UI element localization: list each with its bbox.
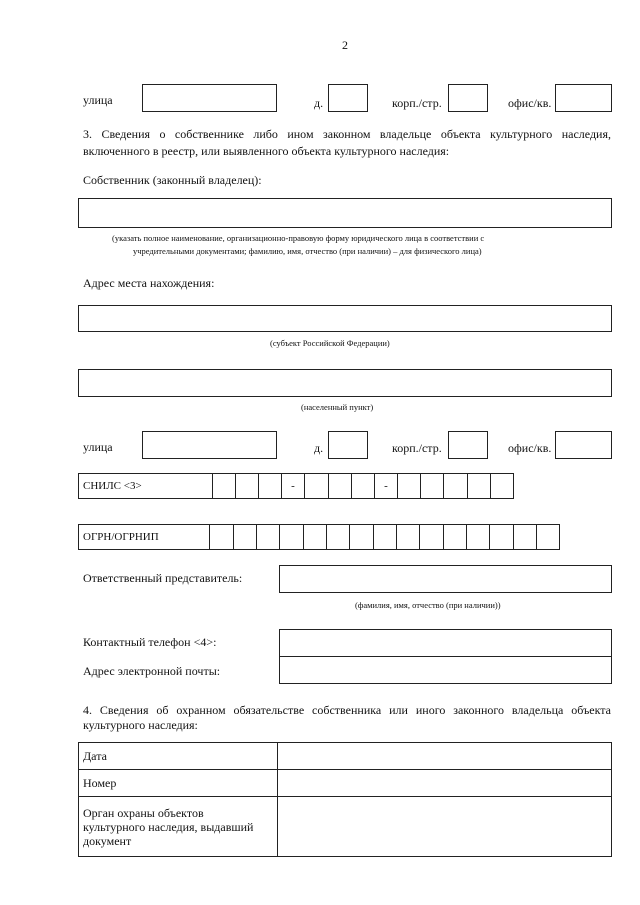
- house-input[interactable]: [328, 431, 368, 459]
- snils-separator: -: [281, 474, 304, 498]
- owner-hint-line2: учредительными документами; фамилию, имя, отчество (при наличии) – для физического лица): [133, 246, 482, 256]
- ogrn-digit[interactable]: [233, 525, 256, 549]
- house-label-2: д.: [314, 441, 324, 455]
- phone-input[interactable]: [279, 629, 612, 657]
- organ-label-line3: документ: [83, 833, 132, 848]
- obligation-table: [78, 742, 612, 857]
- organ-label: [79, 797, 278, 857]
- number-value-cell[interactable]: [278, 770, 612, 797]
- ogrn-field[interactable]: [78, 524, 560, 550]
- snils-field[interactable]: [78, 473, 514, 499]
- address-label: Адрес места нахождения:: [83, 276, 215, 290]
- table-row: [79, 770, 612, 797]
- region-hint: (субъект Российской Федерации): [270, 338, 390, 348]
- street-input[interactable]: [142, 431, 277, 459]
- owner-label: Собственник (законный владелец):: [83, 173, 262, 187]
- snils-digit[interactable]: [351, 474, 374, 498]
- ogrn-digit[interactable]: [373, 525, 396, 549]
- house-label: д.: [314, 96, 324, 110]
- ogrn-digit[interactable]: [279, 525, 303, 549]
- rep-input[interactable]: [279, 565, 612, 593]
- office-label: офис/кв.: [508, 96, 552, 110]
- ogrn-digit[interactable]: [256, 525, 279, 549]
- street-input-top[interactable]: [142, 84, 277, 112]
- email-input[interactable]: [279, 656, 612, 684]
- snils-digit[interactable]: [212, 474, 235, 498]
- snils-label: СНИЛС <3>: [83, 480, 142, 492]
- street-label: улица: [83, 93, 113, 107]
- office-input[interactable]: [555, 431, 612, 459]
- building-input-top[interactable]: [448, 84, 488, 112]
- ogrn-digit[interactable]: [396, 525, 419, 549]
- number-label: Номер: [79, 770, 278, 797]
- snils-digit[interactable]: [443, 474, 467, 498]
- ogrn-label: ОГРН/ОГРНИП: [83, 531, 159, 543]
- ogrn-digit[interactable]: [303, 525, 326, 549]
- section3-heading-line1: 3. Сведения о собственнике либо ином законном владельце объекта культурного наследия,: [83, 127, 611, 141]
- ogrn-digit[interactable]: [513, 525, 536, 549]
- ogrn-digit[interactable]: [489, 525, 513, 549]
- phone-label: Контактный телефон <4>:: [83, 635, 217, 649]
- owner-hint-line1: (указать полное наименование, организационно-правовую форму юридического лица в соответствии с: [112, 233, 485, 243]
- ogrn-digit[interactable]: [209, 525, 233, 549]
- ogrn-digit[interactable]: [326, 525, 349, 549]
- organ-value-cell[interactable]: [278, 797, 612, 857]
- page-number: 2: [342, 38, 348, 52]
- ogrn-digit[interactable]: [536, 525, 559, 549]
- snils-separator: -: [374, 474, 397, 498]
- snils-digit[interactable]: [304, 474, 328, 498]
- email-label: Адрес электронной почты:: [83, 664, 221, 678]
- locality-input[interactable]: [78, 369, 612, 397]
- section4-heading-line2: культурного наследия:: [83, 718, 198, 732]
- snils-digit[interactable]: [420, 474, 443, 498]
- ogrn-digit[interactable]: [349, 525, 373, 549]
- snils-digit[interactable]: [490, 474, 513, 498]
- snils-digit[interactable]: [235, 474, 258, 498]
- rep-hint: (фамилия, имя, отчество (при наличии)): [355, 600, 501, 610]
- snils-digit[interactable]: [397, 474, 420, 498]
- organ-label-line1: Орган охраны объектов: [83, 805, 204, 820]
- building-label: корп./стр.: [392, 96, 442, 110]
- street-label-2: улица: [83, 440, 113, 454]
- table-row: [79, 743, 612, 770]
- date-label: Дата: [79, 743, 278, 770]
- date-value-cell[interactable]: [278, 743, 612, 770]
- table-row: [79, 797, 612, 857]
- section4-heading-line1: 4. Сведения об охранном обязательстве собственника или иного законного владельца объекта: [83, 703, 611, 717]
- locality-hint: (населенный пункт): [301, 402, 374, 412]
- office-input-top[interactable]: [555, 84, 612, 112]
- ogrn-digit[interactable]: [419, 525, 443, 549]
- building-input[interactable]: [448, 431, 488, 459]
- ogrn-digit[interactable]: [443, 525, 466, 549]
- snils-digit[interactable]: [328, 474, 351, 498]
- organ-label-line2: культурного наследия, выдавший: [83, 819, 254, 834]
- snils-digit[interactable]: [258, 474, 281, 498]
- office-label-2: офис/кв.: [508, 441, 552, 455]
- snils-digit[interactable]: [467, 474, 490, 498]
- house-input-top[interactable]: [328, 84, 368, 112]
- ogrn-digit[interactable]: [466, 525, 489, 549]
- building-label-2: корп./стр.: [392, 441, 442, 455]
- section3-heading-line2: включенного в реестр, или выявленного объекта культурного наследия:: [83, 144, 450, 158]
- rep-label: Ответственный представитель:: [83, 571, 243, 585]
- owner-input[interactable]: [78, 198, 612, 228]
- region-input[interactable]: [78, 305, 612, 332]
